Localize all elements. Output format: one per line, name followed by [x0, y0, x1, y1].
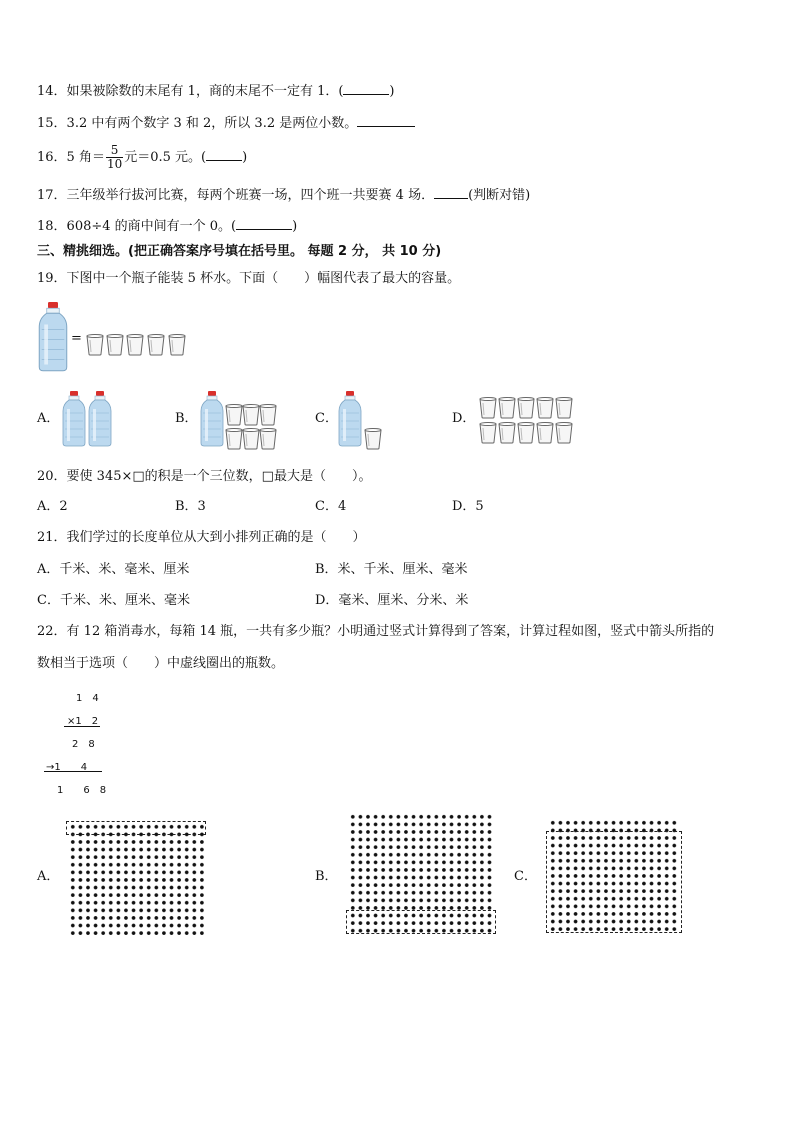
cup-icon: [555, 397, 573, 419]
dashed-selection-box: [546, 831, 682, 933]
question-20: 20．要使 345×□的积是一个三位数，□最大是（ ）。: [37, 469, 372, 484]
q20-option-b[interactable]: B．3: [175, 499, 206, 514]
q19-option-c-label[interactable]: C．: [315, 411, 338, 426]
cup-icon: [259, 428, 277, 450]
q16-pre: 16．5 角＝: [37, 150, 105, 165]
cup-icon: [147, 334, 165, 356]
cup-icon: [536, 397, 554, 419]
q20-option-d[interactable]: D．5: [452, 499, 484, 514]
q17-answer-blank[interactable]: [434, 186, 468, 199]
calc-row-multiplicand: 1 4: [76, 693, 99, 704]
cup-icon: [106, 334, 124, 356]
cup-icon: [225, 404, 243, 426]
section-3-heading: 三、精挑细选。(把正确答案序号填在括号里。 每题 2 分， 共 10 分): [37, 244, 442, 259]
bottle-icon: [88, 391, 112, 447]
cup-icon: [517, 397, 535, 419]
question-22-line-1: 22．有 12 箱消毒水，每箱 14 瓶，一共有多少瓶？小明通过竖式计算得到了答案，计算过程如图，竖式中箭头所指的: [37, 624, 715, 639]
q15-text: 15．3.2 中有两个数字 3 和 2，所以 3.2 是两位小数。: [37, 116, 358, 131]
q18-close: ): [292, 219, 298, 234]
question-22-line-2: 数相当于选项（ ）中虚线圈出的瓶数。: [37, 656, 285, 671]
question-17: [37, 186, 530, 205]
cup-icon: [536, 422, 554, 444]
question-16: [37, 144, 247, 171]
q19-option-d-label[interactable]: D．: [452, 411, 476, 426]
question-18: [37, 217, 297, 236]
reference-bottle-icon: [38, 301, 68, 373]
cup-icon: [517, 422, 535, 444]
q16-answer-blank[interactable]: [206, 148, 242, 161]
q15-answer-blank[interactable]: [357, 114, 415, 127]
calc-row-product: 1 6 8: [57, 785, 107, 796]
bottle-icon: [62, 391, 86, 447]
cup-icon: [242, 404, 260, 426]
q17-text: 17．三年级举行拔河比赛，每两个班赛一场，四个班一共要赛 4 场．: [37, 188, 435, 203]
cup-icon: [364, 428, 382, 450]
q16-fraction: [106, 144, 123, 171]
cup-icon: [225, 428, 243, 450]
q21-option-d[interactable]: D．毫米、厘米、分米、米: [315, 593, 469, 608]
q22-option-a-label[interactable]: A．: [37, 869, 60, 884]
question-15: [37, 114, 415, 133]
q16-close: ): [242, 150, 248, 165]
cup-icon: [479, 397, 497, 419]
dashed-selection-box: [346, 910, 496, 934]
cup-icon: [126, 334, 144, 356]
q22-option-b-label[interactable]: B．: [315, 869, 338, 884]
q21-option-a[interactable]: A．千米、米、毫米、厘米: [37, 562, 190, 577]
calc-row-multiplier: ×1 2: [67, 716, 99, 727]
q17-suffix: (判断对错): [468, 188, 531, 203]
q14-answer-blank[interactable]: [343, 82, 389, 95]
q21-option-b[interactable]: B．米、千米、厘米、毫米: [315, 562, 468, 577]
q20-option-c[interactable]: C．4: [315, 499, 347, 514]
dashed-selection-box: [66, 821, 206, 835]
cup-icon: [242, 428, 260, 450]
q22-option-c-label[interactable]: C．: [514, 869, 537, 884]
q14-close: ): [389, 84, 395, 99]
q16-denominator: 10: [106, 157, 123, 171]
q21-option-c[interactable]: C．千米、米、厘米、毫米: [37, 593, 190, 608]
cup-icon: [479, 422, 497, 444]
bottle-dot-grid: [69, 823, 206, 937]
question-21: 21．我们学过的长度单位从大到小排列正确的是（ ）: [37, 530, 366, 545]
q18-text: 18．608÷4 的商中间有一个 0。(: [37, 219, 237, 234]
cup-icon: [498, 397, 516, 419]
q18-answer-blank[interactable]: [236, 217, 292, 230]
q16-post: 元＝0.5 元。(: [124, 150, 207, 165]
question-14: [37, 82, 395, 101]
calc-line: [44, 771, 102, 772]
calc-line: [64, 726, 100, 727]
cup-icon: [86, 334, 104, 356]
bottle-icon: [338, 391, 362, 447]
q14-text: 14．如果被除数的末尾有 1，商的末尾不一定有 1．(: [37, 84, 344, 99]
cup-icon: [555, 422, 573, 444]
equals-sign: =: [71, 331, 82, 346]
cup-icon: [168, 334, 186, 356]
bottle-icon: [200, 391, 224, 447]
calc-row-partial-2: →1 4: [46, 762, 88, 773]
q16-numerator: 5: [106, 144, 123, 158]
cup-icon: [259, 404, 277, 426]
question-19: 19．下图中一个瓶子能装 5 杯水。下面（ ）幅图代表了最大的容量。: [37, 271, 461, 286]
q20-option-a[interactable]: A．2: [37, 499, 68, 514]
q19-option-b-label[interactable]: B．: [175, 411, 198, 426]
q19-option-a-label[interactable]: A．: [37, 411, 60, 426]
calc-row-partial-1: 2 8: [72, 739, 95, 750]
cup-icon: [498, 422, 516, 444]
